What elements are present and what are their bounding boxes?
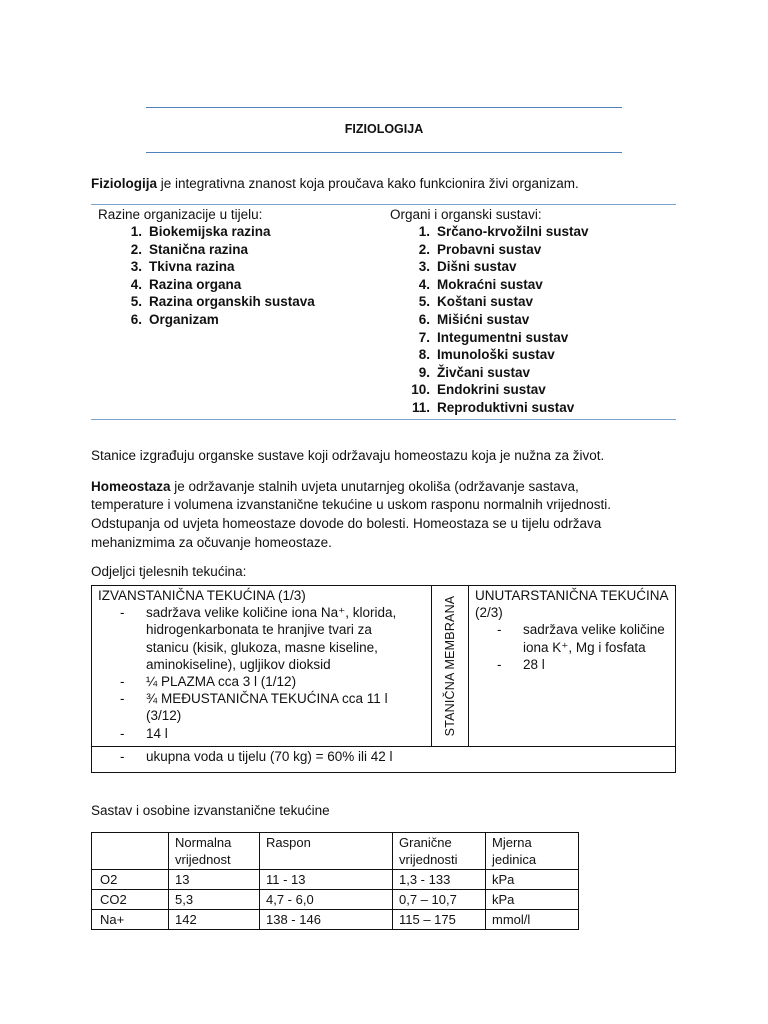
list-item — [408, 381, 589, 399]
header-text: jedinica — [492, 852, 537, 867]
systems-heading: Organi i organski sustavi: — [390, 207, 542, 222]
list-item-number: 2. — [418, 241, 430, 257]
list-item-number: 5. — [130, 294, 142, 310]
bullet-item — [120, 604, 428, 673]
list-item-number: 2. — [130, 241, 142, 257]
bullet-item — [120, 725, 428, 742]
fluids-heading: Odjeljci tjelesnih tekućina: — [91, 564, 247, 579]
list-item — [408, 329, 589, 347]
total-water-item — [120, 748, 393, 765]
list-item-label: Imunološki sustav — [437, 347, 555, 363]
homeostasis-line-3: Odstupanja od uvjeta homeostaze dovode do bolesti. Homeostaza se u tijelu održava — [91, 516, 602, 531]
list-item-number: 10. — [411, 382, 430, 398]
dash-marker: - — [497, 656, 502, 672]
page-title: FIZIOLOGIJA — [344, 122, 424, 136]
levels-list — [120, 223, 315, 329]
list-item-number: 4. — [418, 276, 430, 292]
extracellular-title: IZVANSTANIČNA TEKUĆINA (1/3) — [98, 588, 306, 603]
intracellular-items — [475, 621, 671, 673]
list-item — [408, 258, 589, 276]
list-item-label: Razina organa — [149, 276, 242, 292]
levels-heading: Razine organizacije u tijelu: — [98, 207, 263, 222]
list-item-number: 8. — [418, 347, 430, 363]
header-text: vrijednost — [175, 852, 231, 867]
list-item — [120, 293, 315, 311]
composition-table — [91, 832, 579, 930]
bullet-line: ¾ MEĐUSTANIČNA TEKUĆINA cca 11 l — [146, 691, 388, 707]
list-item-number: 9. — [418, 364, 430, 380]
table-cell: O2 — [92, 870, 169, 890]
list-item-label: Koštani sustav — [437, 294, 534, 310]
list-item-label: Reproduktivni sustav — [437, 399, 575, 415]
dash-marker: - — [120, 605, 125, 621]
bullet-line: sadržava velike količine iona Na⁺, klorida, — [146, 605, 397, 621]
homeostasis-term: Homeostaza — [91, 479, 171, 494]
header-cell — [486, 833, 579, 870]
bullet-line: hidrogenkarbonata te hranjive tvari za — [146, 622, 372, 638]
list-item-label: Dišni sustav — [437, 259, 517, 275]
list-item-label: Stanična razina — [149, 241, 249, 257]
table-row — [92, 910, 579, 930]
list-item — [408, 364, 589, 382]
header-cell — [260, 833, 393, 870]
header-text: Normalna — [175, 835, 232, 850]
list-item-label: Srčano-krvožilni sustav — [437, 224, 589, 239]
table-cell: 11 - 13 — [260, 870, 393, 890]
dash-marker: - — [120, 691, 125, 707]
composition-heading: Sastav i osobine izvanstanične tekućine — [91, 803, 330, 818]
intro-text: je integrativna znanost koja proučava kako funkcionira živi organizam. — [157, 176, 579, 191]
list-item — [408, 276, 589, 294]
list-item-label: Biokemijska razina — [149, 224, 271, 239]
table-cell: 138 - 146 — [260, 910, 393, 930]
dash-marker: - — [497, 622, 502, 638]
bullet-item — [120, 690, 428, 724]
table-cell: 4,7 - 6,0 — [260, 890, 393, 910]
list-item — [120, 241, 315, 259]
list-item-label: Živčani sustav — [437, 364, 531, 380]
list-item-number: 11. — [411, 399, 430, 415]
list-item — [408, 311, 589, 329]
list-item — [408, 346, 589, 364]
bullet-line: sadržava velike količine — [523, 622, 665, 638]
bullet-line: stanicu (kisik, glukoza, masne kiseline, — [146, 639, 378, 655]
header-text: Raspon — [266, 835, 311, 850]
header-cell — [92, 833, 169, 870]
extracellular-cell — [98, 587, 428, 742]
systems-list — [408, 223, 589, 417]
table-row — [92, 870, 579, 890]
header-cell — [169, 833, 260, 870]
bullet-line: ¼ PLAZMA cca 3 l (1/12) — [146, 674, 297, 690]
total-water-cell — [120, 748, 393, 765]
header-text: Granične — [399, 835, 452, 850]
bullet-line: iona K⁺, Mg i fosfata — [523, 639, 646, 655]
table-row — [92, 890, 579, 910]
list-item — [120, 276, 315, 294]
list-item — [120, 258, 315, 276]
fluid-compartments-table — [91, 585, 676, 773]
title-rule-top — [146, 107, 622, 108]
homeostasis-line-2: temperature i volumena izvanstanične tekućine u uskom rasponu normalnih vrijednosti. — [91, 497, 612, 512]
bullet-item — [120, 673, 428, 690]
table-cell: kPa — [486, 870, 579, 890]
list-item-label: Organizam — [149, 311, 219, 327]
bullet-line: 14 l — [146, 725, 168, 741]
table-cell: Na+ — [92, 910, 169, 930]
dash-marker: - — [120, 725, 125, 741]
dash-marker: - — [120, 749, 125, 764]
list-item-number: 3. — [418, 259, 430, 275]
membrane-label: STANIČNA MEMBRANA — [443, 595, 457, 737]
homeostasis-line-1 — [91, 478, 579, 496]
list-item-number: 7. — [418, 329, 430, 345]
table-cell: 115 – 175 — [393, 910, 486, 930]
list-item-number: 4. — [130, 276, 142, 292]
list-item-number: 5. — [418, 294, 430, 310]
list-item-label: Probavni sustav — [437, 241, 542, 257]
list-item-label: Mišićni sustav — [437, 311, 530, 327]
intro-paragraph — [91, 175, 579, 193]
header-cell — [393, 833, 486, 870]
table-header-row — [92, 833, 579, 870]
list-item-number: 1. — [418, 224, 430, 239]
list-item-label: Mokraćni sustav — [437, 276, 543, 292]
list-item-number: 3. — [130, 259, 142, 275]
list-item-label: Razina organskih sustava — [149, 294, 315, 310]
bullet-item — [497, 656, 671, 673]
column-divider-right — [468, 586, 469, 746]
table-cell: CO2 — [92, 890, 169, 910]
table-cell: kPa — [486, 890, 579, 910]
intro-term: Fiziologija — [91, 176, 157, 191]
list-item — [408, 241, 589, 259]
table-cell: 0,7 – 10,7 — [393, 890, 486, 910]
bullet-item — [497, 621, 671, 655]
bullet-line: 28 l — [523, 656, 545, 672]
row-divider — [92, 746, 675, 747]
list-item-number: 1. — [130, 224, 142, 239]
intracellular-cell — [475, 587, 671, 673]
list-item-number: 6. — [418, 311, 430, 327]
table-cell: 13 — [169, 870, 260, 890]
list-item-label: Tkivna razina — [149, 259, 235, 275]
list-item — [408, 399, 589, 417]
cells-paragraph: Stanice izgrađuju organske sustave koji održavaju homeostazu koja je nužna za život. — [91, 448, 605, 463]
table-cell: mmol/l — [486, 910, 579, 930]
header-text: vrijednosti — [399, 852, 458, 867]
list-item — [120, 311, 315, 329]
list-item — [120, 223, 315, 241]
total-water-text: ukupna voda u tijelu (70 kg) = 60% ili 42 l — [146, 749, 393, 764]
membrane-cell — [432, 586, 468, 746]
bullet-line: (3/12) — [146, 708, 182, 724]
organization-table — [91, 204, 676, 420]
homeostasis-line-4: mehanizmima za očuvanje homeostaze. — [91, 535, 332, 550]
dash-marker: - — [120, 674, 125, 690]
list-item-number: 6. — [130, 311, 142, 327]
list-item-label: Integumentni sustav — [437, 329, 569, 345]
list-item — [408, 293, 589, 311]
intracellular-title-1: UNUTARSTANIČNA TEKUĆINA — [475, 588, 669, 603]
header-text: Mjerna — [492, 835, 532, 850]
title-rule-bottom — [146, 152, 622, 153]
intracellular-title-2: (2/3) — [475, 605, 503, 621]
extracellular-items — [98, 604, 428, 742]
table-cell: 142 — [169, 910, 260, 930]
bullet-line: aminokiseline), ugljikov dioksid — [146, 656, 331, 672]
homeostasis-line-1-text: je održavanje stalnih uvjeta unutarnjeg okoliša (održavanje sastava, — [170, 479, 579, 494]
list-item-label: Endokrini sustav — [437, 382, 546, 398]
list-item — [408, 223, 589, 241]
table-cell: 1,3 - 133 — [393, 870, 486, 890]
table-cell: 5,3 — [169, 890, 260, 910]
